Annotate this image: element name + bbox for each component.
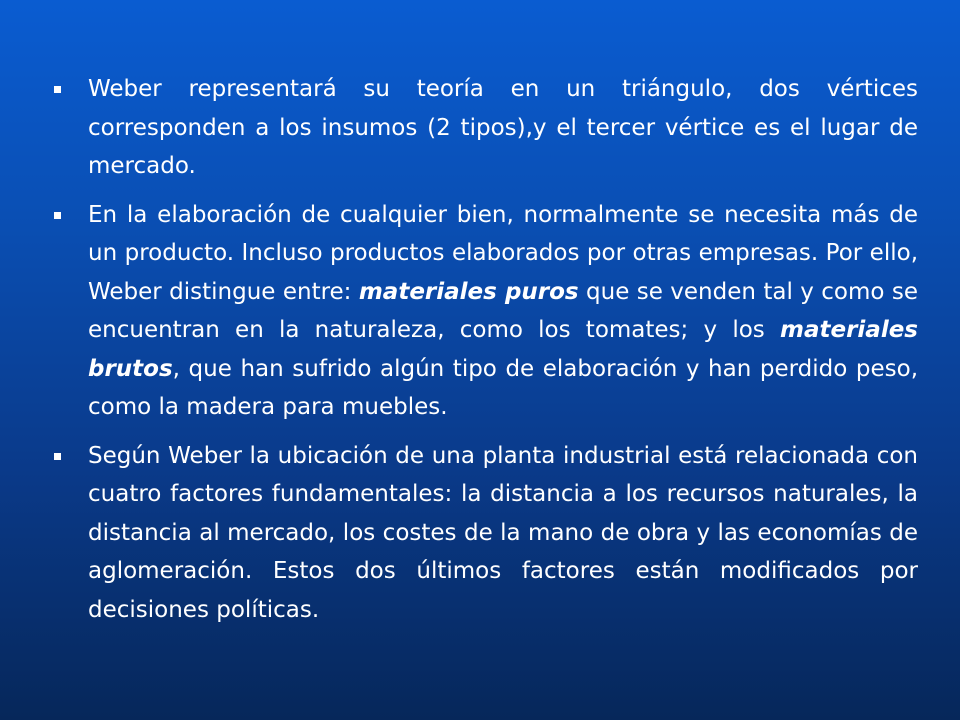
- bullet-square-icon: [52, 196, 88, 236]
- bullet-item-triangle: [52, 70, 918, 186]
- bullet-text: [88, 196, 918, 427]
- bullet-item-materials: [52, 196, 918, 427]
- text-segment: que se venden tal y como se encuentran en la naturaleza, como los tomates; y los: [88, 278, 918, 343]
- bullet-text: Weber representará su teoría en un triángulo, dos vértices corresponden a los insumos (2 tipos),y el tercer vértice es el lugar de mercado.: [88, 76, 918, 179]
- slide-content: [52, 70, 918, 639]
- bullet-item-factors: [52, 437, 918, 630]
- emphasis-materiales-puros: materiales puros: [358, 278, 579, 305]
- bullet-square-icon: [52, 70, 88, 110]
- text-segment: , que han sufrido algún tipo de elaboración y han perdido peso, como la madera para muebles.: [88, 355, 918, 420]
- bullet-square-icon: [52, 437, 88, 477]
- bullet-text: Según Weber la ubicación de una planta industrial está relacionada con cuatro factores fundamentales: la distancia a los recursos naturales, la distancia al mercado, los costes de la mano de obra y las economías de aglomeración. Estos dos últimos factores están modificados por decisiones políticas.: [88, 442, 918, 623]
- emphasis-materiales-brutos: materiales brutos: [88, 317, 918, 382]
- text-segment: En la elaboración de cualquier bien, normalmente se necesita más de un producto. Incluso productos elaborados por otras empresas. Por ello, Weber distingue entre:: [88, 201, 918, 305]
